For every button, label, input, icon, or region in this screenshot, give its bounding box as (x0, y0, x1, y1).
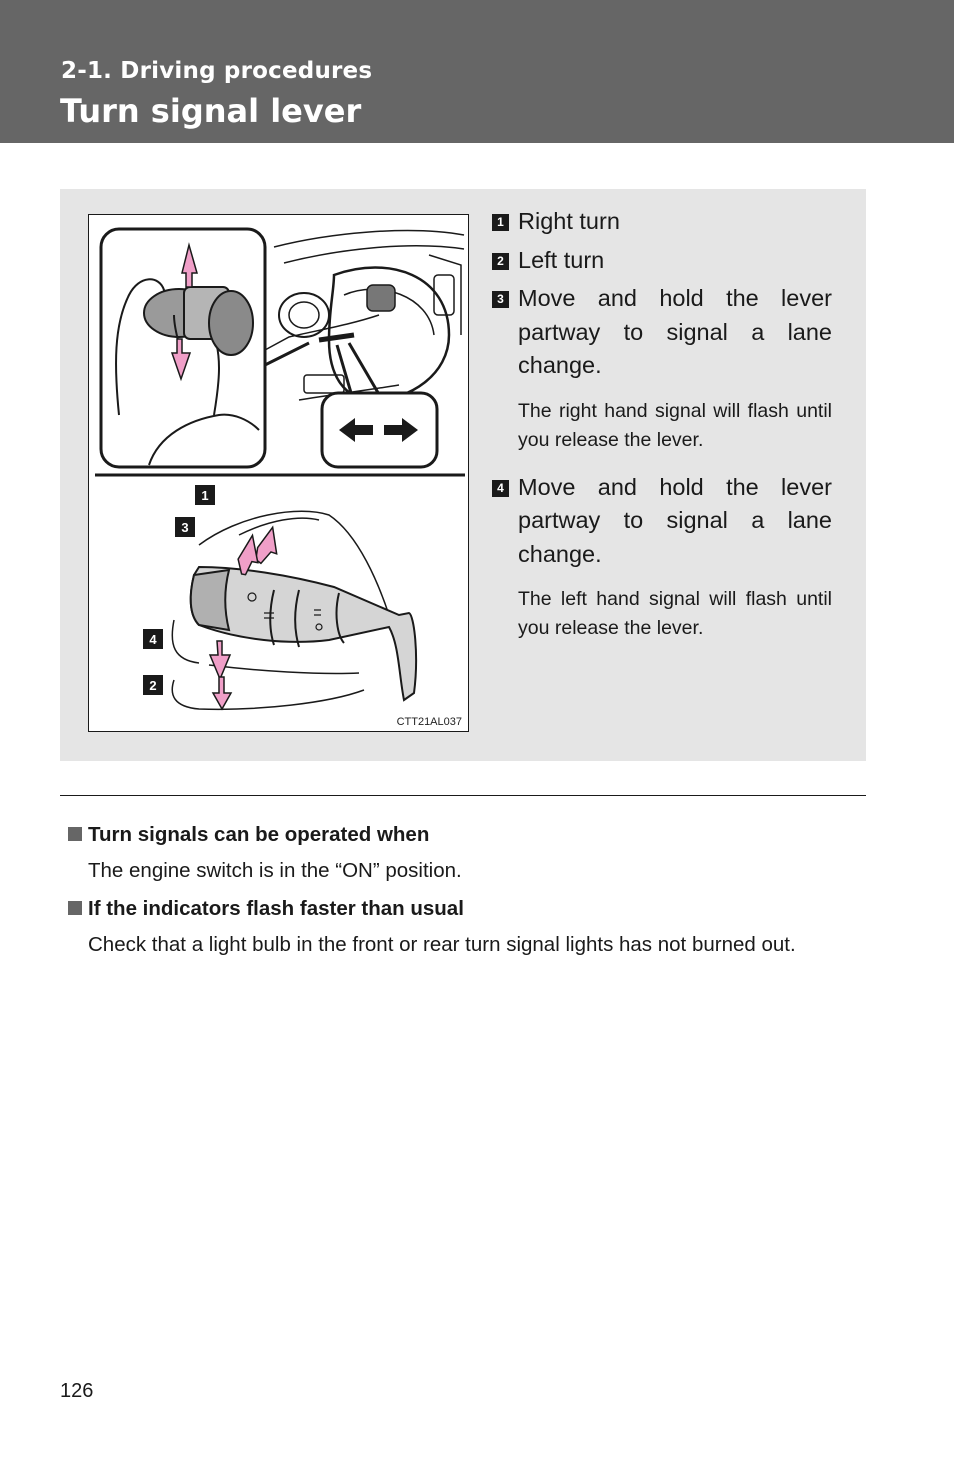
step-4-badge: 4 (492, 480, 509, 497)
step-list (492, 205, 832, 643)
square-bullet-icon (68, 827, 82, 841)
note-1-heading-text: Turn signals can be operated when (88, 823, 430, 846)
turn-signal-illustration (88, 214, 469, 732)
note-1-body: The engine switch is in the “ON” position. (88, 859, 462, 882)
callout-3-label: 3 (181, 520, 189, 535)
step-left-turn (492, 244, 832, 278)
section-label: 2-1. Driving procedures (61, 58, 373, 84)
note-2-heading (68, 894, 858, 924)
callout-4-label: 4 (149, 632, 157, 647)
square-bullet-icon (68, 901, 82, 915)
step-4-text: Move and hold the lever partway to signal a lane change. (518, 473, 832, 567)
notes-section (68, 820, 858, 968)
callout-4 (143, 629, 163, 649)
step-right-lane-change (492, 282, 832, 455)
page-number: 126 (60, 1380, 94, 1402)
page-header (0, 0, 954, 143)
step-right-turn (492, 205, 832, 239)
section-divider (60, 795, 866, 796)
step-1-text: Right turn (518, 208, 620, 234)
step-2-badge: 2 (492, 253, 509, 270)
note-2-body: Check that a light bulb in the front or rear turn signal lights has not burned out. (88, 933, 796, 956)
step-3-text: Move and hold the lever partway to signal a lane change. (518, 285, 832, 378)
figure-code: CTT21AL037 (396, 716, 462, 728)
lever-diagram (89, 215, 470, 733)
page-title: Turn signal lever (60, 92, 362, 130)
callout-2-label: 2 (149, 678, 157, 693)
callout-3 (175, 517, 195, 537)
callout-1-label: 1 (201, 488, 209, 503)
note-1-heading (68, 820, 858, 850)
hand-inset (101, 229, 265, 467)
step-left-lane-change (492, 471, 832, 644)
callout-1 (195, 485, 215, 505)
step-4-note: The left hand signal will flash until you release the lever. (518, 588, 832, 639)
step-3-badge: 3 (492, 291, 509, 308)
dashboard-scene (265, 231, 464, 400)
step-2-text: Left turn (518, 246, 605, 273)
step-1-badge: 1 (492, 214, 509, 231)
step-3-note: The right hand signal will flash until you release the lever. (518, 399, 832, 451)
note-2-heading-text: If the indicators flash faster than usual (88, 897, 464, 920)
callout-2 (143, 675, 163, 695)
